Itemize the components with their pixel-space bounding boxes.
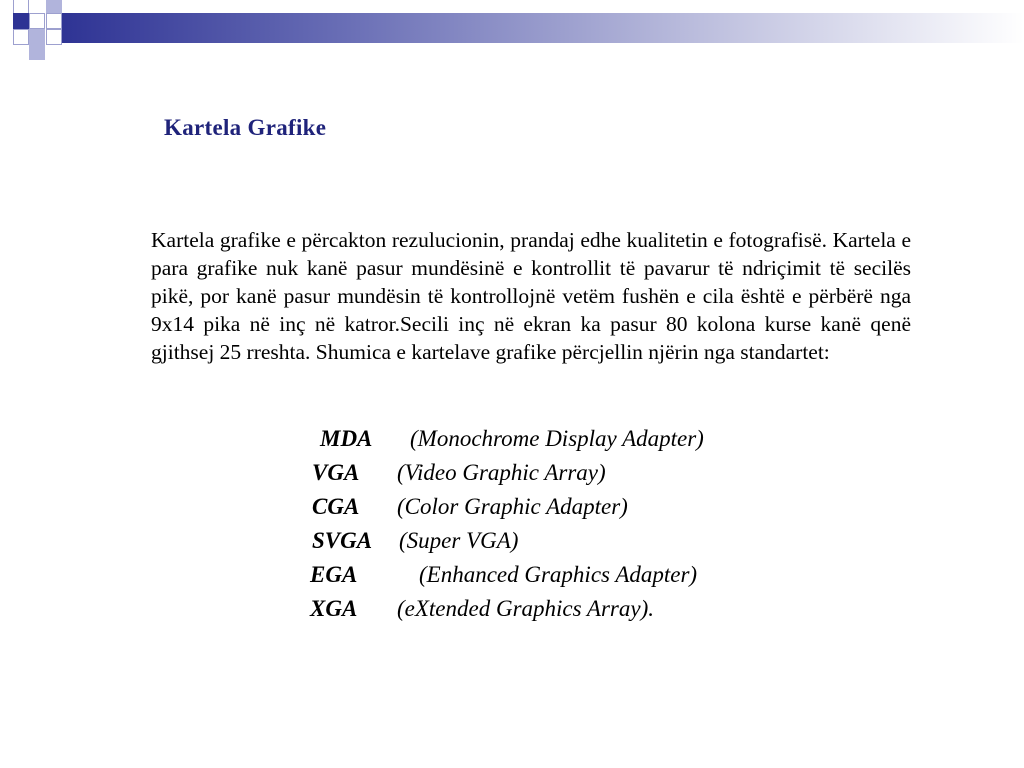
standard-abbreviation: EGA	[310, 562, 358, 587]
standard-abbreviation: MDA	[320, 426, 373, 451]
standard-full-name: (Monochrome Display Adapter)	[410, 426, 704, 451]
list-item	[312, 490, 628, 524]
list-item	[320, 422, 704, 456]
deco-square	[29, 13, 45, 29]
deco-square	[13, 29, 29, 45]
deco-square	[13, 13, 29, 29]
slide-title: Kartela Grafike	[164, 115, 327, 140]
list-item	[312, 456, 606, 490]
standard-abbreviation: CGA	[312, 494, 360, 519]
standard-abbreviation: VGA	[312, 460, 360, 485]
standard-full-name: (Super VGA)	[399, 528, 519, 553]
standard-full-name: (Video Graphic Array)	[397, 460, 606, 485]
list-item	[310, 592, 654, 626]
header-gradient-band	[60, 13, 1024, 43]
standard-abbreviation: SVGA	[312, 528, 373, 553]
standard-abbreviation: XGA	[310, 596, 358, 621]
deco-square	[29, 29, 45, 45]
standard-full-name: (eXtended Graphics Array).	[397, 596, 654, 621]
list-item	[310, 558, 697, 592]
standard-full-name: (Color Graphic Adapter)	[397, 494, 628, 519]
list-item	[312, 524, 518, 558]
deco-square	[46, 29, 62, 45]
deco-square	[29, 44, 45, 60]
standard-full-name: (Enhanced Graphics Adapter)	[419, 562, 698, 587]
deco-square	[46, 13, 62, 29]
slide-paragraph: Kartela grafike e përcakton rezulucionin, prandaj edhe kualitetin e fotografisë. Kartela e para grafike nuk kanë pasur mundësinë e kontrollit të pavarur të ndriçimit të secilës pikë, por kanë pasur mundësin të kontrollojnë vetëm fushën e cila është e përbërë nga 9x14 pika në inç në katror.Secili inç në ekran ka pasur 80 kolona kurse kanë qenë gjithsej 25 rreshta. Shumica e kartelave grafike përcjellin njërin nga standartet:	[151, 228, 911, 364]
